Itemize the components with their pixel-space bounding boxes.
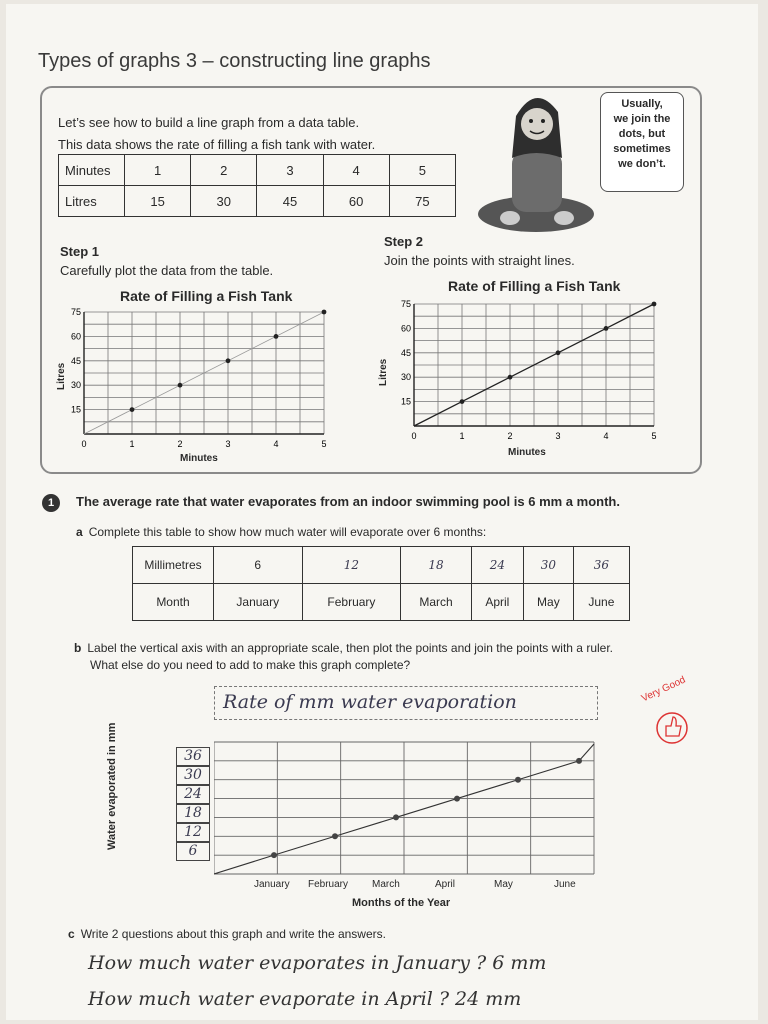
chart3-plot (214, 732, 604, 876)
chart2-xlabel: Minutes (508, 447, 546, 458)
thumbs-up-icon (654, 706, 690, 746)
chart1-title: Rate of Filling a Fish Tank (120, 288, 293, 304)
y-tick-label: 45 (70, 355, 81, 366)
page-title: Types of graphs 3 – constructing line graphs (38, 50, 431, 72)
part-a (76, 525, 486, 539)
data-point (508, 375, 513, 380)
speech-bubble (600, 92, 684, 192)
row-label: Month (133, 584, 214, 621)
row-label: Litres (59, 186, 125, 217)
y-tick-label: 30 (400, 372, 411, 383)
evaporation-table (132, 546, 630, 621)
data-point (130, 407, 135, 412)
x-tick-label: March (372, 879, 400, 890)
question-number: 1 (42, 494, 60, 512)
mm-cell: 24 (471, 547, 523, 584)
answer-line-2: How much water evaporate in April ? 24 mm (88, 988, 522, 1010)
chart2-ylabel: Litres (378, 358, 389, 386)
y-tick-label: 45 (400, 347, 411, 358)
step-text: Join the points with straight lines. (384, 253, 575, 268)
data-point (393, 814, 399, 820)
step-heading: Step 2 (384, 234, 424, 249)
chart3-ylabel: Water evaporated in mm (106, 722, 118, 850)
month-cell: April (471, 584, 523, 621)
mm-cell: 30 (524, 547, 574, 584)
data-point (226, 358, 231, 363)
speech-line: Usually, (621, 98, 663, 110)
x-tick-label: 1 (129, 439, 135, 449)
speech-line: we join the (613, 113, 671, 125)
chart2-plot (384, 296, 674, 446)
y-tick-label: 60 (400, 323, 411, 334)
data-point (460, 399, 465, 404)
y-scale-label: 6 (176, 842, 210, 861)
x-tick-label: 1 (459, 431, 465, 441)
x-tick-label: 0 (411, 431, 417, 441)
part-b-line-1: Label the vertical axis with an appropriate scale, then plot the points and join the points with a ruler. (87, 641, 613, 655)
x-tick-label: 0 (81, 439, 87, 449)
x-tick-label: January (254, 879, 290, 890)
table-cell: 15 (125, 186, 191, 217)
data-point (652, 302, 657, 307)
chart1-ylabel: Litres (56, 362, 67, 390)
answer-line-1: How much water evaporates in January ? 6 mm (88, 952, 547, 974)
data-point (274, 334, 279, 339)
table-cell: 2 (191, 155, 257, 186)
part-c-label: c (68, 927, 75, 941)
data-point (576, 758, 582, 764)
step-1 (60, 242, 273, 280)
data-point (271, 852, 277, 858)
question-text: The average rate that water evaporates from an indoor swimming pool is 6 mm a month. (76, 494, 620, 509)
data-point (454, 796, 460, 802)
chart1-xlabel: Minutes (180, 453, 218, 464)
row-label: Minutes (59, 155, 125, 186)
handwritten-graph-title: Rate of mm water evaporation (223, 691, 517, 713)
mm-cell: 18 (401, 547, 471, 584)
mm-cell: 6 (214, 547, 303, 584)
month-cell: March (401, 584, 471, 621)
row-label: Millimetres (133, 547, 214, 584)
speech-line: dots, but (618, 128, 666, 140)
data-point (604, 326, 609, 331)
intro-line-2: This data shows the rate of filling a fish tank with water. (58, 137, 376, 152)
fish-tank-data-table (58, 154, 456, 217)
x-tick-label: February (308, 879, 349, 890)
step-heading: Step 1 (60, 244, 100, 259)
speech-line: sometimes (613, 143, 671, 155)
mm-cell: 36 (573, 547, 629, 584)
x-tick-label: 5 (321, 439, 327, 449)
x-tick-label: May (494, 879, 513, 890)
table-cell: 4 (323, 155, 389, 186)
data-point (178, 383, 183, 388)
y-tick-label: 15 (400, 396, 411, 407)
y-tick-label: 30 (70, 380, 81, 391)
month-cell: May (524, 584, 574, 621)
y-tick-label: 75 (400, 299, 411, 309)
x-tick-label: 3 (555, 431, 561, 441)
table-cell: 3 (257, 155, 323, 186)
y-scale-label: 30 (176, 766, 210, 785)
y-scale-label: 24 (176, 785, 210, 804)
part-c-text: Write 2 questions about this graph and write the answers. (80, 927, 386, 941)
table-cell: 60 (323, 186, 389, 217)
girl-illustration (476, 88, 602, 236)
graph-title-box (214, 686, 598, 720)
table-cell: 45 (257, 186, 323, 217)
step-2 (384, 232, 575, 270)
month-cell: January (214, 584, 303, 621)
chart3-xlabel: Months of the Year (352, 897, 451, 909)
y-tick-label: 75 (70, 307, 81, 317)
data-point (556, 350, 561, 355)
y-scale-label: 12 (176, 823, 210, 842)
part-a-label: a (76, 525, 83, 539)
part-b (74, 640, 613, 674)
table-cell: 5 (389, 155, 455, 186)
data-point (322, 310, 327, 315)
x-tick-label: 4 (273, 439, 279, 449)
x-tick-label: 2 (177, 439, 183, 449)
part-a-text: Complete this table to show how much water will evaporate over 6 months: (88, 525, 487, 539)
x-tick-label: April (435, 879, 456, 890)
chart2-title: Rate of Filling a Fish Tank (448, 278, 621, 294)
speech-line: we don’t. (618, 158, 666, 170)
part-c (68, 927, 386, 941)
chart1-plot (54, 304, 344, 454)
y-tick-label: 15 (70, 404, 81, 415)
y-scale-label: 36 (176, 747, 210, 766)
intro-text (58, 112, 375, 156)
month-cell: June (573, 584, 629, 621)
x-tick-label: 4 (603, 431, 609, 441)
part-b-line-2: What else do you need to add to make this graph complete? (90, 658, 411, 672)
y-scale-label: 18 (176, 804, 210, 823)
table-cell: 1 (125, 155, 191, 186)
y-tick-label: 60 (70, 331, 81, 342)
mm-cell: 12 (302, 547, 401, 584)
part-b-label: b (74, 641, 82, 655)
x-tick-label: 3 (225, 439, 231, 449)
x-tick-label: 5 (651, 431, 657, 441)
table-cell: 75 (389, 186, 455, 217)
very-good-stamp: Very Good (639, 674, 688, 705)
data-point (332, 833, 338, 839)
intro-line-1: Let’s see how to build a line graph from a data table. (58, 115, 360, 130)
step-text: Carefully plot the data from the table. (60, 263, 274, 278)
table-cell: 30 (191, 186, 257, 217)
x-tick-label: June (554, 879, 576, 890)
data-point (515, 777, 521, 783)
x-tick-label: 2 (507, 431, 513, 441)
month-cell: February (302, 584, 401, 621)
